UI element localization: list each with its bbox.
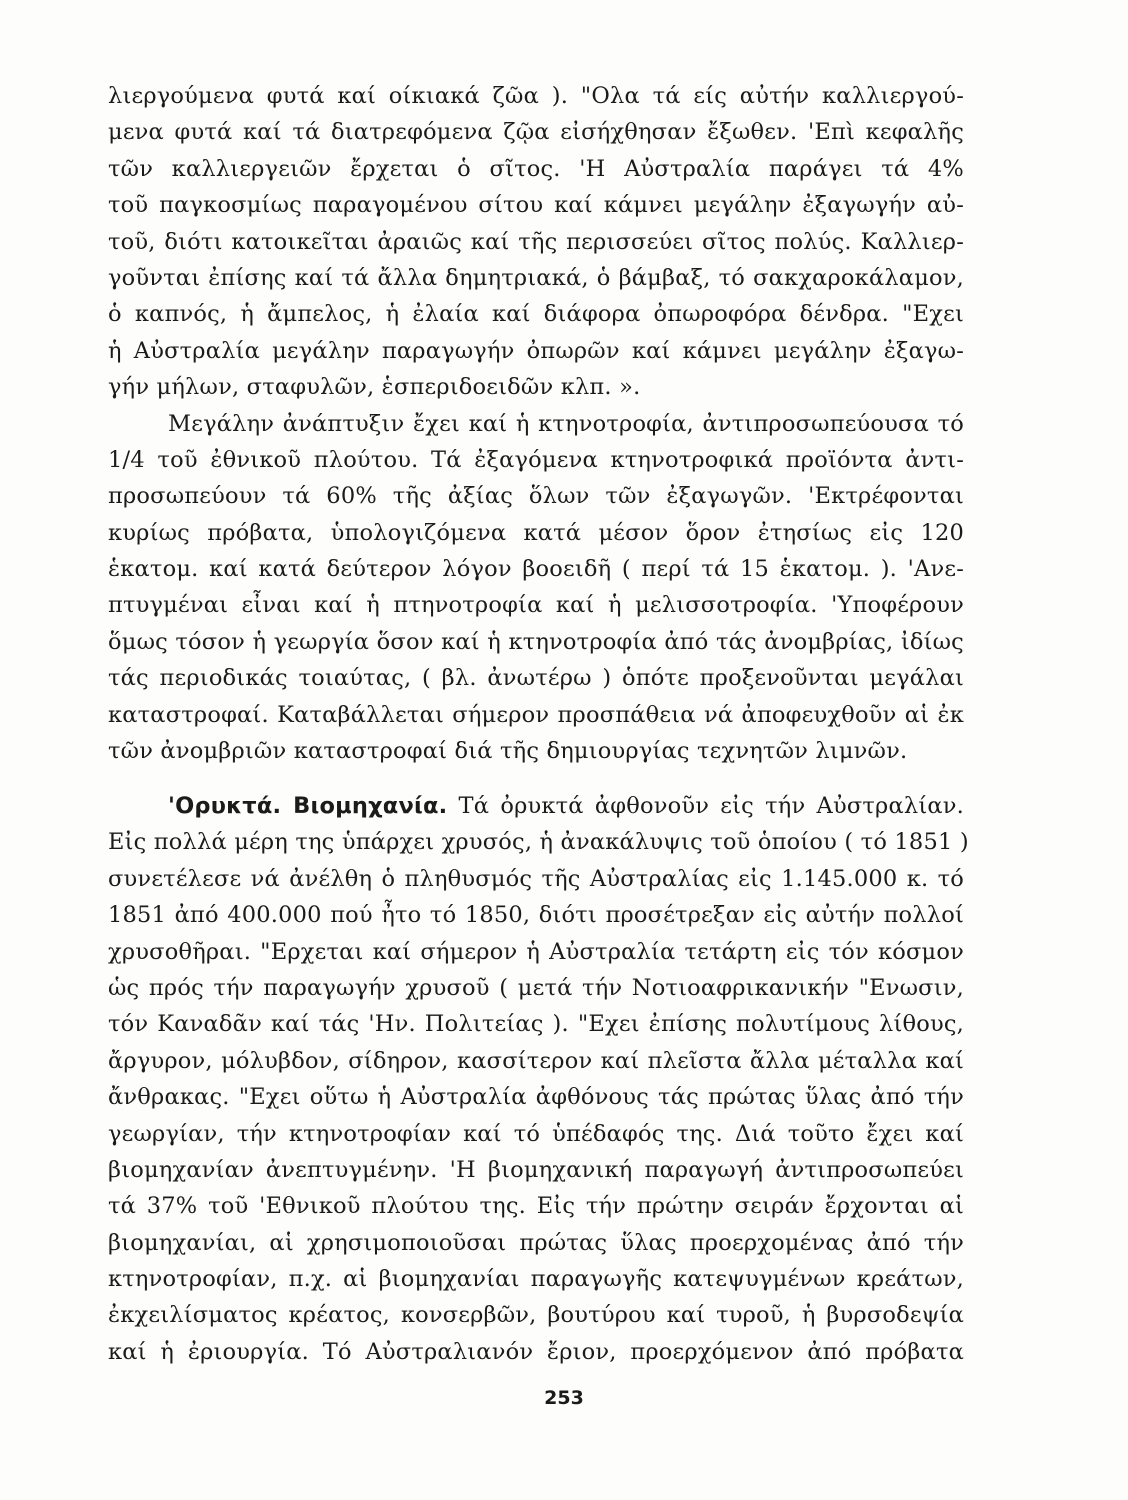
text-line: πτυγμέναι εἶναι καί ἡ πτηνοτροφία καί ἡ μελισσοτροφία. 'Υποφέρουν <box>108 592 964 619</box>
text-line: ἡ Αὐστραλία μεγάλην παραγωγήν ὀπωρῶν καί κάμνει μεγάλην ἐξαγω- <box>108 337 964 364</box>
text-line: τοῦ, διότι κατοικεῖται ἀραιῶς καί τῆς περισσεύει σῖτος πολύς. Καλλιερ- <box>108 228 964 255</box>
text-line: ὅμως τόσον ἡ γεωργία ὅσον καί ἡ κτηνοτροφία ἀπό τάς ἀνομβρίας, ἰδίως <box>108 628 964 655</box>
text-line: τῶν καλλιεργειῶν ἔρχεται ὁ σῖτος. 'Η Αὐστραλία παράγει τά 4% <box>108 155 964 182</box>
text-line: ἑκατομ. καί κατά δεύτερον λόγον βοοειδῆ ( περί τά 15 ἑκατομ. ). 'Ανε- <box>108 556 964 583</box>
text-line: λιεργούμενα φυτά καί οίκιακά ζῶα ). "Ολα τά είς αὐτήν καλλιεργού- <box>108 83 964 109</box>
text-line: καταστροφαί. Καταβάλλεται σήμερον προσπάθεια νά ἀποφευχθοῦν αἱ ἐκ <box>108 701 964 728</box>
text-line: γεωργίαν, τήν κτηνοτροφίαν καί τό ὑπέδαφός της. Διά τοῦτο ἔχει καί <box>108 1120 964 1147</box>
text-line: 1851 ἀπό 400.000 πού ἦτο τό 1850, διότι προσέτρεξαν εἰς αὐτήν πολλοί <box>108 902 964 929</box>
page-number: 253 <box>544 1387 584 1409</box>
text-line: τόν Καναδᾶν καί τάς 'Ην. Πολιτείας ). "Εχει ἐπίσης πολυτίμους λίθους, <box>108 1011 964 1038</box>
text-line: γήν μήλων, σταφυλῶν, ἑσπεριδοειδῶν κλπ. ». <box>108 374 641 401</box>
section-heading-continuation: Τά ὀρυκτά ἀφθονοῦν εἰς τήν Αὐστραλίαν. <box>458 793 964 819</box>
section-heading: 'Ορυκτά. Βιομηχανία. <box>168 793 448 819</box>
text-line: βιομηχανίαι, αἱ χρησιμοποιοῦσαι πρώτας ὕλας προερχομένας ἀπό τήν <box>108 1229 964 1256</box>
paragraph-agriculture <box>108 78 964 406</box>
text-line: τά 37% τοῦ 'Εθνικοῦ πλούτου της. Εἰς τήν πρώτην σειράν ἔρχονται αἱ <box>108 1193 964 1220</box>
text-line: κτηνοτροφίαν, π.χ. αἱ βιομηχανίαι παραγωγῆς κατεψυγμένων κρεάτων, <box>108 1266 964 1293</box>
text-block-minerals <box>108 788 969 1370</box>
text-line: Μεγάλην ἀνάπτυξιν ἔχει καί ἡ κτηνοτροφία, ἀντιπροσωπεύουσα τό <box>168 410 964 437</box>
text-line: τῶν ἀνομβριῶν καταστροφαί διά τῆς δημιουργίας τεχνητῶν λιμνῶν. <box>108 738 908 765</box>
text-line: ὡς πρός τήν παραγωγήν χρυσοῦ ( μετά τήν Νοτιοαφρικανικήν "Ενωσιν, <box>108 974 964 1001</box>
paragraph-livestock <box>108 406 964 770</box>
text-line: ἄργυρον, μόλυβδον, σίδηρον, κασσίτερον καί πλεῖστα ἄλλα μέταλλα καί <box>108 1047 964 1074</box>
text-line: προσωπεύουν τά 60% τῆς ἀξίας ὅλων τῶν ἐξαγωγῶν. 'Εκτρέφονται <box>108 483 964 510</box>
text-line: ἄνθρακας. "Εχει οὕτω ἡ Αὐστραλία ἀφθόνους τάς πρώτας ὕλας ἀπό τήν <box>108 1084 964 1111</box>
text-line: μενα φυτά καί τά διατρεφόμενα ζῷα εἰσήχθησαν ἔξωθεν. 'Επὶ κεφαλῆς <box>108 119 964 146</box>
text-line: κυρίως πρόβατα, ὑπολογιζόμενα κατά μέσον ὅρον ἐτησίως εἰς 120 <box>108 519 964 546</box>
text-line: γοῦνται ἐπίσης καί τά ἄλλα δημητριακά, ὁ βάμβαξ, τό σακχαροκάλαμον, <box>108 264 964 291</box>
section-first-line <box>108 788 964 824</box>
text-line: τοῦ παγκοσμίως παραγομένου σίτου καί κάμνει μεγάλην ἐξαγωγήν αὐ- <box>108 192 964 219</box>
text-block-upper <box>108 78 964 769</box>
text-line: βιομηχανίαν ἀνεπτυγμένην. 'Η βιομηχανική παραγωγή ἀντιπροσωπεύει <box>108 1156 964 1183</box>
text-line: τάς περιοδικάς τοιαύτας, ( βλ. ἀνωτέρω ) ὁπότε προξενοῦνται μεγάλαι <box>108 665 964 692</box>
text-line: καί ἡ ἐριουργία. Τό Αὐστραλιανόν ἔριον, προερχόμενον ἀπό πρόβατα <box>108 1338 964 1365</box>
text-line: χρυσοθῆραι. "Ερχεται καί σήμερον ἡ Αὐστραλία τετάρτη εἰς τόν κόσμον <box>108 938 964 965</box>
text-line: ὁ καπνός, ἡ ἄμπελος, ἡ ἐλαία καί διάφορα ὀπωροφόρα δένδρα. "Εχει <box>108 301 964 328</box>
text-line: 1/4 τοῦ ἐθνικοῦ πλούτου. Τά ἐξαγόμενα κτηνοτροφικά προϊόντα ἀντι- <box>108 446 964 473</box>
text-line: Εἰς πολλά μέρη της ὑπάρχει χρυσός, ἡ ἀνακάλυψις τοῦ ὁποίου ( τό 1851 ) <box>108 829 969 856</box>
text-line: ἐκχειλίσματος κρέατος, κονσερβῶν, βουτύρου καί τυροῦ, ἡ βυρσοδεψία <box>108 1302 964 1329</box>
text-line: συνετέλεσε νά ἀνέλθη ὁ πληθυσμός τῆς Αὐστραλίας εἰς 1.145.000 κ. τό <box>108 865 964 892</box>
